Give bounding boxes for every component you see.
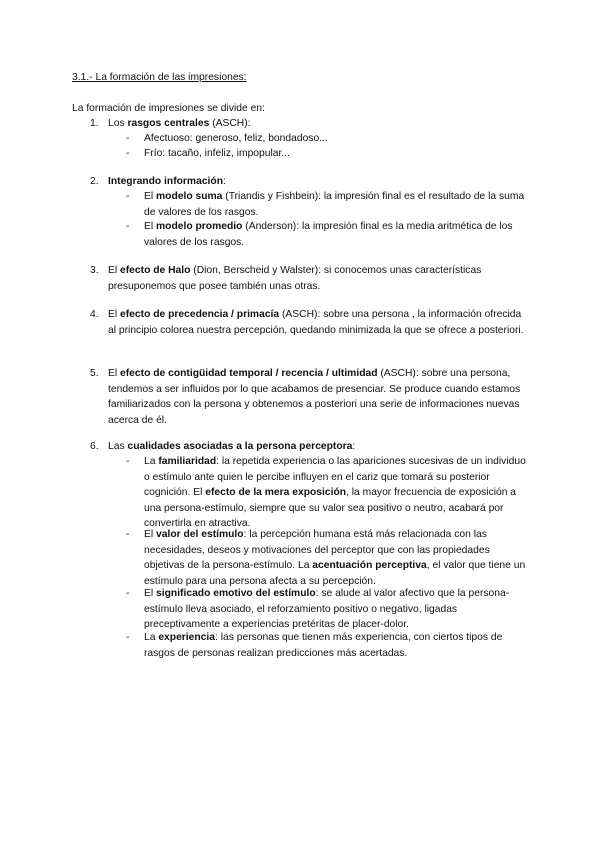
sub-item: - El valor del estímulo: la percepción humana está más relacionada con las necesidades, deseos y motivaciones del perceptor que con las propiedades objetivas de la persona-estímulo. La acentuación perceptiva, el valor que tiene un estímulo para una persona afecta a su percepción. xyxy=(126,529,526,587)
list-item-4 xyxy=(90,307,530,338)
item-text: Las cualidades asociadas a la persona perceptora: xyxy=(108,441,356,452)
sub-item: - El modelo promedio (Anderson): la impresión final es la media aritmética de los valores de los rasgos. xyxy=(126,221,513,248)
list-item-1 xyxy=(90,116,530,132)
item-text: El efecto de precedencia / primacía (ASCH): sobre una persona , la información ofrecida al principio colorea nuestra percepción, quedando minimizada la que se ofrece a posteriori. xyxy=(108,309,524,336)
sub-item: - El significado emotivo del estímulo: se alude al valor afectivo que la persona-estímulo lleva asociado, el reforzamiento positivo o negativo, ligadas preceptivamente a experiencias pretéritas de placer-dolor. xyxy=(126,588,510,630)
item-number: 1. xyxy=(90,118,99,129)
list-item-3 xyxy=(90,263,530,294)
section-heading: 3.1.- La formación de las impresiones: xyxy=(72,72,247,83)
item-text: Integrando información: xyxy=(108,176,226,187)
list-item-6 xyxy=(90,439,530,455)
item-number: 2. xyxy=(90,176,99,187)
list-item-5 xyxy=(90,366,530,428)
intro-text: La formación de impresiones se divide en: xyxy=(72,103,265,114)
item-text: El efecto de contigüidad temporal / recencia / ultimidad (ASCH): sobre una persona, tendemos a ser influidos por lo que acabamos de presenciar. Se produce cuando estamos familiarizados con la persona y obtenemos a posteriori una serie de informaciones nuevas acerca de él. xyxy=(108,368,521,426)
sub-item: - La familiaridad: la repetida experiencia o las apariciones sucesivas de un individuo o estímulo ante quien le percibe influyen en el cariz que tomará su posterior cognición. El efecto de la mera exposición, la mayor frecuencia de exposición a una persona-estímulo, siempre que su valor sea positivo o neutro, acabará por convertirla en atractiva. xyxy=(126,456,526,529)
item-number: 5. xyxy=(90,368,99,379)
item-number: 3. xyxy=(90,265,99,276)
item-text: Los rasgos centrales (ASCH): xyxy=(108,118,251,129)
item-number: 4. xyxy=(90,309,99,320)
sub-item: - El modelo suma (Triandis y Fishbein): la impresión final es el resultado de la suma de valores de los rasgos. xyxy=(126,191,525,218)
sub-item: - La experiencia: las personas que tienen más experiencia, con ciertos tipos de rasgos de personas realizan predicciones más acertadas. xyxy=(126,632,503,659)
item-text: El efecto de Halo (Dion, Berscheid y Walster): si conocemos unas características presuponemos que posee también unas otras. xyxy=(108,265,482,292)
list-item-2 xyxy=(90,174,530,190)
sub-item: - Afectuoso: generoso, feliz, bondadoso... xyxy=(126,133,328,144)
item-number: 6. xyxy=(90,441,99,452)
sub-item: - Frío: tacaño, infeliz, impopular... xyxy=(126,148,290,159)
